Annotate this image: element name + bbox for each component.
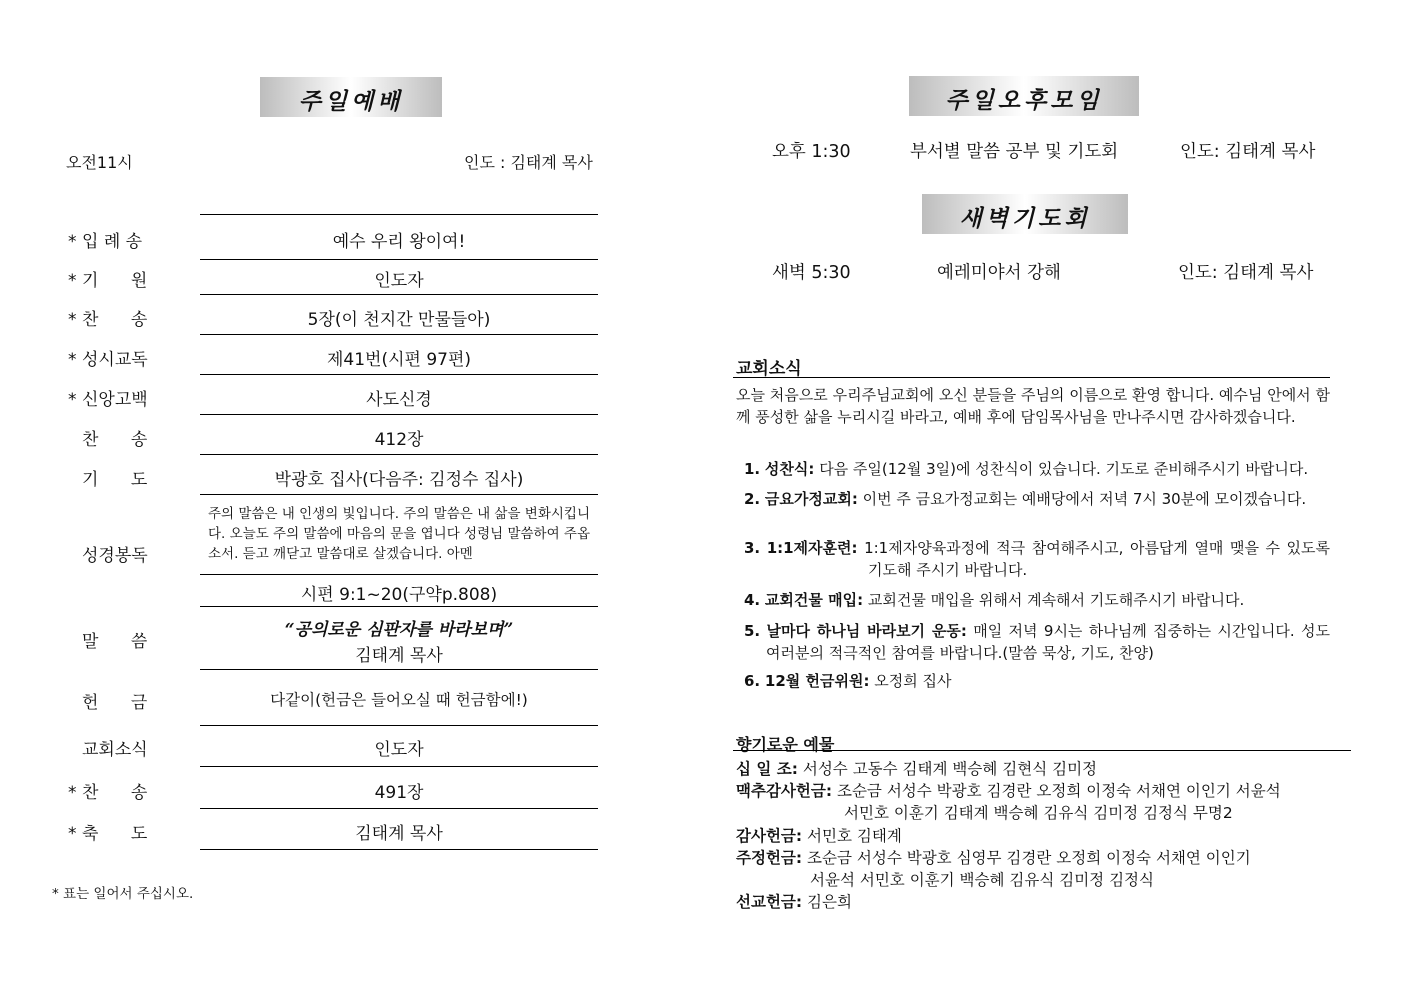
order-label <box>68 819 188 844</box>
news-item-head: 1:1제자훈련: <box>766 539 858 557</box>
offering-value: 다같이(헌금은 들어오실 때 헌금함에!) <box>270 691 528 709</box>
news-item <box>744 537 1330 581</box>
gift-label: 감사헌금: <box>736 827 803 845</box>
gift-label: 주정헌금: <box>736 849 803 867</box>
order-label-text: 찬 송 <box>82 783 148 803</box>
dawn-leader: 인도: 김태계 목사 <box>1178 263 1314 283</box>
news-item-head: 성찬식: <box>764 460 815 478</box>
worship-time: 오전11시 <box>66 153 133 172</box>
order-value: 412장 <box>374 430 424 450</box>
order-label-text: 기 도 <box>82 470 148 490</box>
stand-marker: * <box>68 310 77 330</box>
news-item <box>744 458 1330 480</box>
order-label-text: 헌 금 <box>82 693 148 713</box>
order-label <box>68 735 188 760</box>
order-label-text: 성경봉독 <box>82 546 148 566</box>
gift-names: 김은희 <box>807 893 852 911</box>
news-item <box>744 670 1330 692</box>
news-item-text: 이번 주 금요가정교회는 예배당에서 저녁 7시 30분에 모이겠습니다. <box>862 490 1307 508</box>
gift-names: 조순금 서성수 박광호 김경란 오정희 이정숙 서채연 이인기 서윤석 <box>836 782 1281 800</box>
table-line <box>200 725 598 726</box>
order-label <box>68 465 188 490</box>
order-label-text: 말 씀 <box>82 632 148 652</box>
gift-names: 서성수 고동수 김태계 백승혜 김현식 김미정 <box>802 760 1098 778</box>
news-item-num: 3. <box>744 539 761 557</box>
stand-marker: * <box>68 271 77 291</box>
gift-label: 선교헌금: <box>736 893 803 911</box>
table-line <box>200 808 598 809</box>
dawn-time: 새벽 5:30 <box>772 263 851 283</box>
worship-leader: 인도 : 김태계 목사 <box>464 153 593 172</box>
gift-row <box>736 891 852 913</box>
gift-row <box>736 780 1281 802</box>
reading-prayer: 주의 말씀은 내 인생의 빛입니다. 주의 말씀은 내 삶을 변화시킵니다. 오늘도 주의 말씀에 마음의 문을 엽니다 성령님 말씀하여 주옵소서. 듣고 깨닫고 말씀대로 살겠습니다. 아멘 <box>208 506 590 562</box>
order-label-text: 신앙고백 <box>82 390 148 410</box>
table-line <box>200 374 598 375</box>
table-line <box>200 454 598 455</box>
news-item <box>744 488 1330 510</box>
news-item <box>744 589 1330 611</box>
order-label-text: 입 례 송 <box>82 232 143 252</box>
order-value: 제41번(시편 97편) <box>326 350 472 370</box>
news-item-head: 12월 헌금위원: <box>764 672 870 690</box>
order-value: 5장(이 천지간 만물들아) <box>307 310 491 330</box>
gifts-heading-line <box>733 750 1351 751</box>
order-label-text: 찬 송 <box>82 310 148 330</box>
news-item-text: 교회건물 매입을 위해서 계속해서 기도해주시기 바랍니다. <box>867 591 1245 609</box>
sermon-preacher: 김태계 목사 <box>355 646 443 666</box>
gifts-heading: 향기로운 예물 <box>736 735 835 754</box>
stand-marker: * <box>68 783 77 803</box>
afternoon-title: 주일오후모임 <box>909 76 1139 116</box>
order-label <box>68 425 188 450</box>
order-label <box>68 385 188 410</box>
sermon-title: “공의로운 심판자를 바라보며” <box>284 620 514 640</box>
dawn-desc: 예레미야서 강해 <box>937 263 1061 283</box>
order-label-text: 기 원 <box>82 271 148 291</box>
table-line <box>200 214 598 215</box>
order-value: 예수 우리 왕이여! <box>332 232 466 252</box>
reading-passage: 시편 9:1~20(구약p.808) <box>300 585 498 605</box>
order-label-text: 찬 송 <box>82 430 148 450</box>
worship-title: 주일예배 <box>260 77 442 117</box>
gift-names: 조순금 서성수 박광호 심영무 김경란 오정희 이정숙 서채연 이인기 <box>807 849 1251 867</box>
gift-row <box>736 825 902 847</box>
news-item-num: 5. <box>744 622 761 640</box>
table-line <box>200 766 598 767</box>
afternoon-leader: 인도: 김태계 목사 <box>1180 142 1316 162</box>
afternoon-desc: 부서별 말씀 공부 및 기도회 <box>910 142 1119 162</box>
footnote: * 표는 일어서 주십시오. <box>52 886 194 902</box>
gift-row-cont: 서민호 이훈기 김태계 백승혜 김유식 김미정 김정식 무명2 <box>844 804 1233 822</box>
order-label <box>68 688 188 713</box>
hymn2-value: 491장 <box>374 783 424 803</box>
order-label-text: 성시교독 <box>82 350 148 370</box>
gift-label: 십 일 조: <box>736 760 798 778</box>
news-item-num: 4. <box>744 591 761 609</box>
news-item-head: 교회건물 매입: <box>764 591 864 609</box>
announce-value: 인도자 <box>374 740 424 760</box>
order-label <box>68 266 188 291</box>
order-value: 인도자 <box>374 271 424 291</box>
order-label <box>68 778 188 803</box>
order-value: 사도신경 <box>366 390 432 410</box>
news-item-num: 6. <box>744 672 761 690</box>
stand-marker: * <box>68 390 77 410</box>
table-line <box>200 259 598 260</box>
afternoon-time: 오후 1:30 <box>772 142 851 162</box>
table-line <box>200 669 598 670</box>
news-item-text: 매일 저녁 9시는 하나님께 집중하는 시간입니다. 성도 여러분의 적극적인 참여를 바랍니다.(말씀 묵상, 기도, 찬양) <box>766 622 1330 662</box>
stand-marker: * <box>68 232 77 252</box>
table-line <box>200 294 598 295</box>
news-item-num: 2. <box>744 490 761 508</box>
gift-names: 서민호 김태계 <box>807 827 902 845</box>
gift-row <box>736 847 1251 869</box>
news-heading-line <box>733 377 1330 378</box>
table-line <box>200 334 598 335</box>
order-label <box>68 345 188 370</box>
order-label <box>68 227 188 252</box>
table-line <box>200 574 598 575</box>
gift-label: 맥추감사헌금: <box>736 782 833 800</box>
news-heading: 교회소식 <box>736 359 802 379</box>
news-welcome: 오늘 처음으로 우리주님교회에 오신 분들을 주님의 이름으로 환영 합니다. 예수님 안에서 함께 풍성한 삶을 누리시길 바라고, 예배 후에 담임목사님을 만나주시면 감사하겠습니다. <box>736 386 1330 426</box>
dawn-title: 새벽기도회 <box>922 194 1128 234</box>
news-item-num: 1. <box>744 460 761 478</box>
order-label-text: 축 도 <box>82 824 148 844</box>
gift-row <box>736 758 1097 780</box>
gift-row-cont: 서윤석 서민호 이훈기 백승혜 김유식 김미정 김정식 <box>810 871 1154 889</box>
order-value: 박광호 집사(다음주: 김정수 집사) <box>274 470 524 490</box>
table-line <box>200 849 598 850</box>
news-item-text: 다음 주일(12월 3일)에 성찬식이 있습니다. 기도로 준비해주시기 바랍니다. <box>819 460 1309 478</box>
news-item-text: 1:1제자양육과정에 적극 참여해주시고, 아름답게 열매 맺을 수 있도록 기도해 주시기 바랍니다. <box>864 539 1330 579</box>
news-item-head: 날마다 하나님 바라보기 운동: <box>766 622 967 640</box>
order-label <box>68 305 188 330</box>
stand-marker: * <box>68 824 77 844</box>
stand-marker: * <box>68 350 77 370</box>
news-item <box>744 620 1330 664</box>
blessing-value: 김태계 목사 <box>355 824 443 844</box>
table-line <box>200 606 598 607</box>
news-item-head: 금요가정교회: <box>764 490 858 508</box>
news-item-text: 오정희 집사 <box>874 672 952 690</box>
order-label <box>68 541 188 566</box>
order-label-text: 교회소식 <box>82 740 148 760</box>
table-line <box>200 494 598 495</box>
order-label <box>68 627 188 652</box>
table-line <box>200 414 598 415</box>
